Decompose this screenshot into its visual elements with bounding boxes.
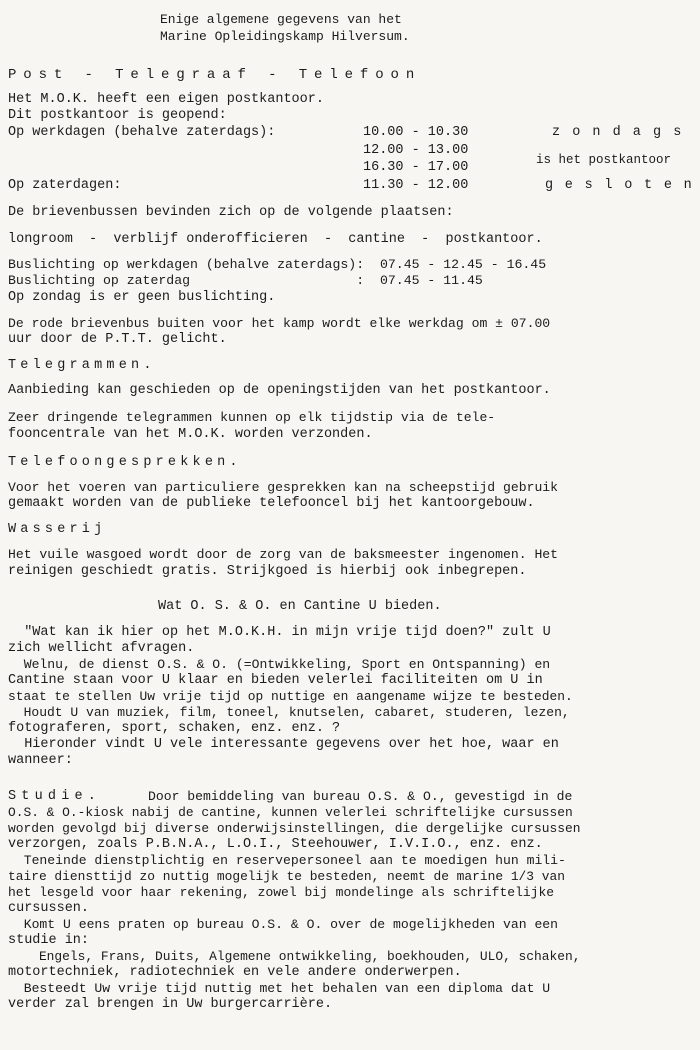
section-heading-ptt: Post - Telegraaf - Telefoon: [8, 67, 422, 83]
phone-line-1: Voor het voeren van particuliere gesprekken kan na scheepstijd gebruik: [8, 480, 559, 495]
os-line: fotograferen, sport, schaken, enz. enz. ?: [8, 721, 341, 736]
weekdays-label: Op werkdagen (behalve zaterdags):: [8, 125, 276, 140]
saturday-label: Op zaterdagen:: [8, 178, 122, 193]
pickup-sunday: Op zondag is er geen buslichting.: [8, 290, 276, 305]
study-line: Komt U eens praten op bureau O.S. & O. over de mogelijkheden van een: [8, 917, 559, 932]
study-line: cursussen.: [8, 901, 90, 916]
mailbox-intro: De brievenbussen bevinden zich op de volgende plaatsen:: [8, 205, 454, 220]
os-line: Cantine staan voor U klaar en bieden velerlei faciliteiten om U in: [8, 673, 543, 688]
section-heading-os: Wat O. S. & O. en Cantine U bieden.: [158, 599, 442, 614]
os-line: Houdt U van muziek, film, toneel, knutselen, cabaret, studeren, lezen,: [8, 705, 570, 720]
section-heading-telegrams: Telegrammen.: [8, 358, 156, 373]
weekday-time-2: 12.00 - 13.00: [363, 143, 469, 158]
study-line: studie in:: [8, 933, 90, 948]
red-mailbox-line-2: uur door de P.T.T. gelicht.: [8, 332, 227, 347]
os-line: "Wat kan ik hier op het M.O.K.H. in mijn vrije tijd doen?" zult U: [8, 625, 551, 640]
study-line: Besteedt Uw vrije tijd nuttig met het behalen van een diploma dat U: [8, 981, 551, 996]
sunday-note-1: z o n d a g s: [552, 125, 684, 140]
study-line: motortechniek, radiotechniek en vele andere onderwerpen.: [8, 965, 462, 980]
study-line: O.S. & O.-kiosk nabij de cantine, kunnen velerlei schriftelijke cursussen: [8, 805, 573, 820]
saturday-time: 11.30 - 12.00: [363, 178, 469, 193]
laundry-line-2: reinigen geschiedt gratis. Strijkgoed is hierbij ook inbegrepen.: [8, 564, 527, 579]
section-heading-phone: Telefoongesprekken.: [8, 455, 242, 470]
os-line: staat te stellen Uw vrije tijd op nuttige en aangename wijze te besteden.: [8, 689, 573, 704]
weekday-time-3: 16.30 - 17.00: [363, 160, 469, 175]
study-line: worden gevolgd bij diverse onderwijsinstellingen, die dergelijke cursussen: [8, 821, 581, 836]
study-line: het lesgeld voor haar rekening, zowel bij mondelinge als schriftelijke: [8, 885, 555, 900]
laundry-line-1: Het vuile wasgoed wordt door de zorg van de baksmeester ingenomen. Het: [8, 547, 559, 562]
pickup-weekdays: Buslichting op werkdagen (behalve zaterdags): 07.45 - 12.45 - 16.45: [8, 257, 547, 272]
section-heading-study: Studie.: [8, 789, 102, 804]
study-line: verzorgen, zoals P.B.N.A., L.O.I., Steehouwer, I.V.I.O., enz. enz.: [8, 837, 543, 852]
os-line: wanneer:: [8, 753, 73, 768]
study-line: verder zal brengen in Uw burgercarrière.: [8, 997, 333, 1012]
ptt-line-2: Dit postkantoor is geopend:: [8, 108, 227, 123]
os-line: Hieronder vindt U vele interessante gegevens over het hoe, waar en: [8, 737, 559, 752]
study-line: Teneinde dienstplichtig en reservepersoneel aan te moedigen hun mili-: [8, 853, 566, 868]
telegrams-line-1: Aanbieding kan geschieden op de openingstijden van het postkantoor.: [8, 383, 551, 398]
phone-line-2: gemaakt worden van de publieke telefooncel bij het kantoorgebouw.: [8, 496, 535, 511]
ptt-line-1: Het M.O.K. heeft een eigen postkantoor.: [8, 92, 324, 107]
telegrams-line-3: fooncentrale van het M.O.K. worden verzonden.: [8, 427, 373, 442]
study-line: Engels, Frans, Duits, Algemene ontwikkeling, boekhouden, ULO, schaken,: [8, 949, 581, 964]
title-line-1: Enige algemene gegevens van het: [160, 12, 402, 27]
title-line-2: Marine Opleidingskamp Hilversum.: [160, 29, 410, 44]
pickup-saturday: Buslichting op zaterdag : 07.45 - 11.45: [8, 273, 483, 288]
os-line: zich wellicht afvragen.: [8, 641, 195, 656]
sunday-note-2: is het postkantoor: [536, 153, 672, 167]
weekday-time-1: 10.00 - 10.30: [363, 125, 469, 140]
os-line: Welnu, de dienst O.S. & O. (=Ontwikkeling, Sport en Ontspanning) en: [8, 657, 551, 672]
telegrams-line-2: Zeer dringende telegrammen kunnen op elk tijdstip via de tele-: [8, 410, 496, 425]
mailbox-locations: longroom - verblijf onderofficieren - cantine - postkantoor.: [8, 232, 543, 247]
study-first-line-rest: Door bemiddeling van bureau O.S. & O., gevestigd in de: [148, 789, 573, 804]
section-heading-laundry: Wasserij: [8, 522, 107, 537]
red-mailbox-line-1: De rode brievenbus buiten voor het kamp wordt elke werkdag om ± 07.00: [8, 316, 551, 331]
study-line: taire diensttijd zo nuttig mogelijk te besteden, neemt de marine 1/3 van: [8, 869, 565, 884]
sunday-note-3: g e s l o t e n: [545, 178, 694, 193]
